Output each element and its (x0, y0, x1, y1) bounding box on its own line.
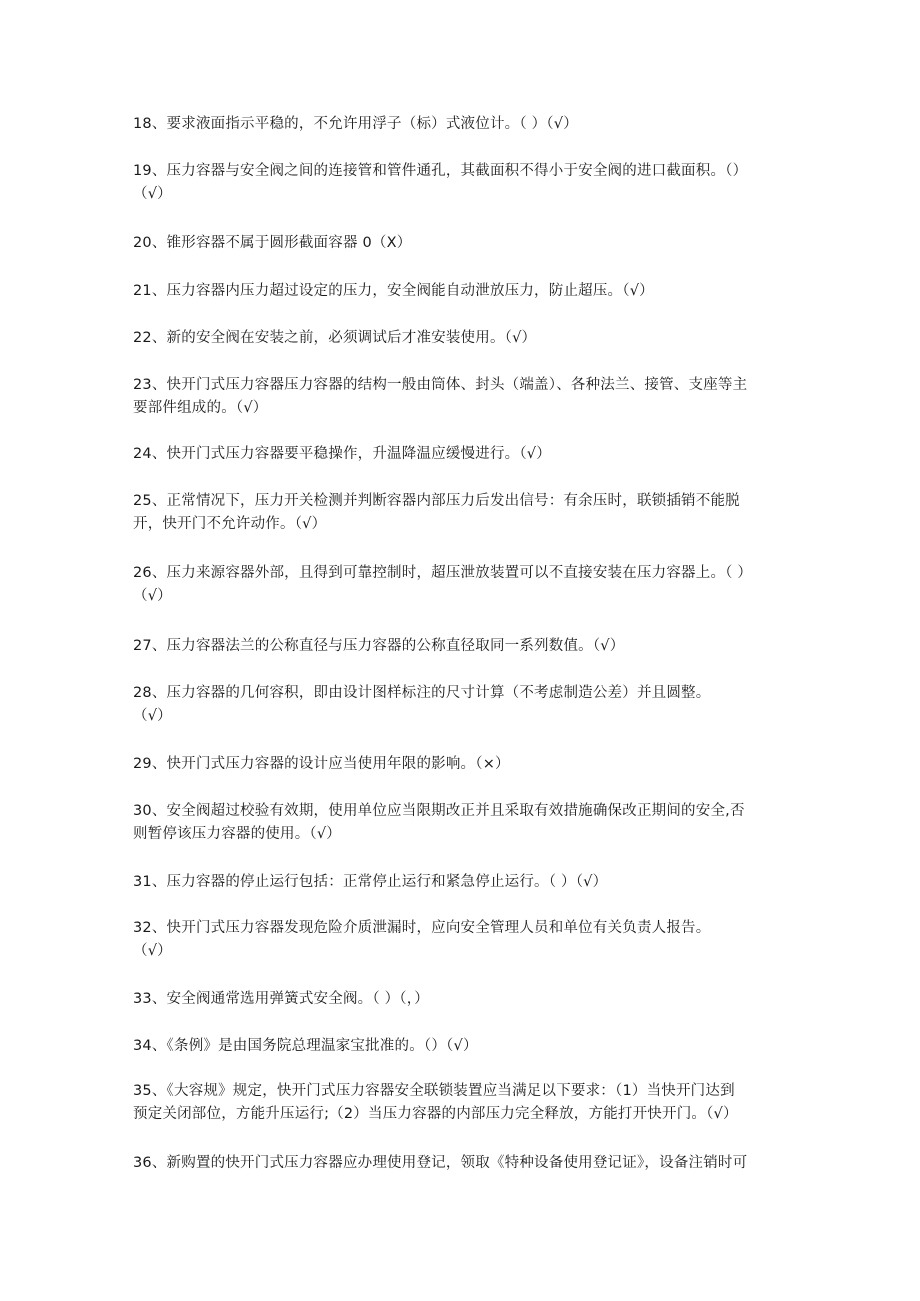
question-item: 28、压力容器的几何容积，即由设计图样标注的尺寸计算（不考虑制造公差）并且圆整。 （√） (133, 685, 711, 724)
question-item: 30、安全阀超过校验有效期，使用单位应当限期改正并且采取有效措施确保改正期间的安全,否 则暂停该压力容器的使用。（√） (133, 803, 745, 842)
question-item: 31、压力容器的停止运行包括：正常停止运行和紧急停止运行。（ ）（√） (133, 874, 608, 890)
question-item: 24、快开门式压力容器要平稳操作，升温降温应缓慢进行。（√） (133, 446, 551, 462)
question-item: 27、压力容器法兰的公称直径与压力容器的公称直径取同一系列数值。（√） (133, 638, 625, 654)
question-item: 19、压力容器与安全阀之间的连接管和管件通孔，其截面积不得小于安全阀的进口截面积。（） （√） (133, 163, 748, 202)
question-item: 20、锥形容器不属于圆形截面容器 0（X） (133, 235, 412, 251)
question-item: 26、压力来源容器外部，且得到可靠控制时，超压泄放装置可以不直接安装在压力容器上。（ ） （√） (133, 565, 753, 604)
question-item: 18、要求液面指示平稳的，不允许用浮子（标）式液位计。（ ）（√） (133, 116, 578, 132)
question-item: 33、安全阀通常选用弹簧式安全阀。（ ）（，） (133, 991, 429, 1007)
question-item: 35、《大容规》规定，快开门式压力容器安全联锁装置应当满足以下要求：（1）当快开门达到 预定关闭部位，方能升压运行;（2）当压力容器的内部压力完全释放，方能打开快开门。（√） (133, 1083, 738, 1122)
question-item: 34、《条例》是由国务院总理温家宝批准的。（）（√） (133, 1038, 478, 1054)
question-item: 25、正常情况下，压力开关检测并判断容器内部压力后发出信号：有余压时，联锁插销不能脱 开，快开门不允许动作。（√） (133, 493, 740, 532)
question-item: 32、快开门式压力容器发现危险介质泄漏时，应向安全管理人员和单位有关负责人报告。 （√） (133, 920, 711, 959)
question-item: 23、快开门式压力容器压力容器的结构一般由筒体、封头（端盖）、各种法兰、接管、支座等主 要部件组成的。（√） (133, 377, 748, 416)
question-item: 21、压力容器内压力超过设定的压力，安全阀能自动泄放压力，防止超压。（√） (133, 283, 654, 299)
question-item: 36、新购置的快开门式压力容器应办理使用登记，领取《特种设备使用登记证》，设备注销时可 (133, 1155, 748, 1171)
question-item: 22、新的安全阀在安装之前，必须调试后才准安装使用。（√） (133, 330, 537, 346)
question-item: 29、快开门式压力容器的设计应当使用年限的影响。（×） (133, 756, 510, 772)
